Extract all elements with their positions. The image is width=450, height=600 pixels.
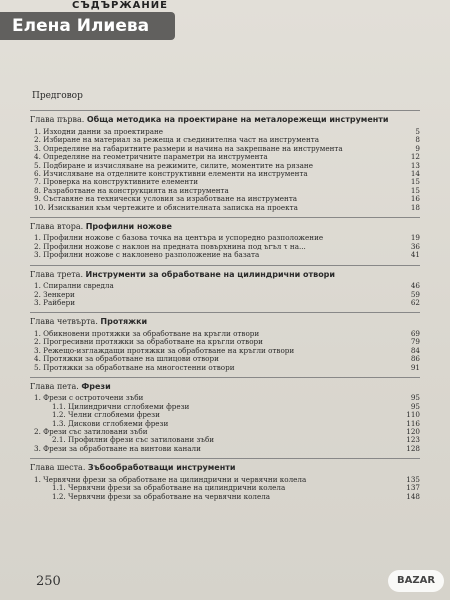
toc-entry-page: 123 xyxy=(406,435,420,445)
toc-entry-page: 120 xyxy=(406,427,420,437)
chapter-title xyxy=(30,270,420,280)
toc-entry-page: 5 xyxy=(415,126,420,136)
chapter-title xyxy=(30,222,420,232)
toc-intro: Предговор xyxy=(32,91,83,101)
toc-entry-title: 1.2. Челни сглобяеми фрези xyxy=(52,410,160,420)
toc-entry-page: 19 xyxy=(410,233,420,243)
toc-entry-page: 18 xyxy=(410,202,420,212)
toc-entry-title: 3. Режещо-изглаждащи протяжки за обработване на кръгли отвори xyxy=(34,345,295,355)
toc-entry-title: 2. Избиране на материал за режеща и съединителна част на инструмента xyxy=(34,135,319,145)
toc-entry-title: 5. Протяжки за обработване на многостенни отвори xyxy=(34,362,235,372)
toc-entry xyxy=(30,291,420,299)
toc-entry-title: 5. Подбиране и изчисляване на режимите, силите, моментите на рязане xyxy=(34,160,313,170)
toc-entry-title: 2. Фрези със затиловани зъби xyxy=(34,427,148,437)
chapter-prefix: Глава пета. xyxy=(30,381,79,391)
toc-entry-title: 1.1. Червячни фрези за обработване на цилиндрични колела xyxy=(52,483,286,493)
chapter-name: Фрези xyxy=(81,381,111,391)
toc-entry-title: 1. Червячни фрези за обработване на цилиндрични и червячни колела xyxy=(34,474,307,484)
toc-entry xyxy=(30,299,420,307)
toc-entry-title: 1.2. Червячни фрези за обработване на червячни колела xyxy=(52,491,271,501)
toc-entry-page: 84 xyxy=(410,345,420,355)
page-number: 250 xyxy=(36,574,61,589)
toc-entry-title: 9. Съставяне на технически условия за изработване на инструмента xyxy=(34,194,298,204)
toc-entry xyxy=(30,251,420,259)
chapter-list xyxy=(30,110,420,501)
toc-entry-title: 3. Определяне на габаритните размери и начина на закрепване на инструмента xyxy=(34,143,343,153)
chapter-prefix: Глава втора. xyxy=(30,221,84,231)
toc-entry xyxy=(30,364,420,372)
toc-entry-title: 2. Прогресивни протяжки за обработване на кръгли отвори xyxy=(34,337,263,347)
toc-entry-title: 1. Обикновени протяжки за обработване на кръгли отвори xyxy=(34,328,260,338)
chapter-name: Инструменти за обработване на цилиндрични отвори xyxy=(85,269,336,279)
toc-entry xyxy=(30,445,420,453)
toc-entry-page: 135 xyxy=(406,474,420,484)
chapter-prefix: Глава трета. xyxy=(30,269,83,279)
chapter-title xyxy=(30,382,420,392)
chapter-title xyxy=(30,317,420,327)
toc-entry-page: 36 xyxy=(410,241,420,251)
seller-name-badge[interactable]: Елена Илиева xyxy=(0,12,175,40)
toc-entry-page: 13 xyxy=(410,160,420,170)
table-of-contents xyxy=(30,92,420,501)
toc-entry-page: 46 xyxy=(410,281,420,291)
chapter-name: Зъбообработващи инструменти xyxy=(87,463,236,473)
toc-entry-page: 137 xyxy=(406,483,420,493)
toc-entry-title: 10. Изисквания към чертежите и обяснителната записка на проекта xyxy=(34,202,298,212)
toc-entry-title: 2. Зенкери xyxy=(34,289,75,299)
toc-entry xyxy=(30,493,420,501)
chapter-title xyxy=(30,463,420,473)
toc-entry-page: 9 xyxy=(415,143,420,153)
chapter-prefix: Глава първа. xyxy=(30,115,85,125)
toc-entry xyxy=(30,282,420,290)
toc-entry-title: 1. Фрези с остроточени зъби xyxy=(34,393,144,403)
chapter-name: Обща методика на проектиране на металорежещи инструменти xyxy=(86,115,389,125)
toc-entry-title: 2.1. Профилни фрези със затиловани зъби xyxy=(52,435,215,445)
toc-entry-title: 8. Разработване на конструкцията на инструмента xyxy=(34,185,229,195)
toc-entry-page: 91 xyxy=(410,362,420,372)
chapter-section xyxy=(30,458,420,501)
toc-entry-page: 95 xyxy=(410,393,420,403)
toc-entry-title: 3. Фрези за обработване на винтови канали xyxy=(34,443,201,453)
chapter-section xyxy=(30,265,420,308)
toc-entry-title: 1. Изходни данни за проектиране xyxy=(34,126,164,136)
toc-entry-title: 3. Профилни ножове с наклонено разположение на базата xyxy=(34,250,260,260)
toc-entry-page: 79 xyxy=(410,337,420,347)
bazar-logo xyxy=(388,570,444,592)
toc-entry-page: 69 xyxy=(410,328,420,338)
toc-entry-title: 6. Изчисляване на отделните конструктивни елементи на инструмента xyxy=(34,168,308,178)
toc-entry-page: 116 xyxy=(406,418,420,428)
logo-text: BAZAR xyxy=(396,575,436,586)
toc-entry-page: 59 xyxy=(410,289,420,299)
chapter-prefix: Глава четвърта. xyxy=(30,317,98,327)
chapter-section xyxy=(30,217,420,260)
chapter-section xyxy=(30,377,420,453)
page-header: СЪДЪРЖАНИЕ xyxy=(72,0,168,11)
toc-entry-page: 15 xyxy=(410,185,420,195)
toc-entry-title: 1.1. Цилиндрични сглобяеми фрези xyxy=(52,401,190,411)
chapter-prefix: Глава шеста. xyxy=(30,463,86,473)
toc-entry-page: 41 xyxy=(410,250,420,260)
chapter-title xyxy=(30,115,420,125)
chapter-name: Профилни ножове xyxy=(85,221,172,231)
toc-entry-page: 15 xyxy=(410,177,420,187)
toc-entry-page: 86 xyxy=(410,354,420,364)
toc-entry-title: 7. Проверка на конструктивните елементи xyxy=(34,177,198,187)
toc-entry-title: 4. Определяне на геометричните параметри на инструмента xyxy=(34,152,268,162)
toc-entry-title: 4. Протяжки за обработване на шлицови отвори xyxy=(34,354,219,364)
toc-entry-page: 148 xyxy=(406,491,420,501)
toc-entry-page: 16 xyxy=(410,194,420,204)
toc-entry-title: 1. Профилни ножове с базова точка на центъра и успоредно разположение xyxy=(34,233,324,243)
toc-entry-title: 2. Профилни ножове с наклон на предната повърхнина под ъгъл τ на... xyxy=(34,241,306,251)
chapter-name: Протяжки xyxy=(100,317,148,327)
toc-entry-page: 95 xyxy=(410,401,420,411)
toc-entry-page: 110 xyxy=(406,410,420,420)
chapter-section xyxy=(30,110,420,212)
toc-entry-page: 14 xyxy=(410,168,420,178)
toc-entry-page: 62 xyxy=(410,298,420,307)
toc-entry-title: 1. Спирални свредла xyxy=(34,281,114,291)
toc-entry xyxy=(30,204,420,212)
toc-entry-title: 1.3. Дискови сглобяеми фрези xyxy=(52,418,169,428)
toc-entry-page: 8 xyxy=(415,135,420,145)
toc-entry-title: 3. Райбери xyxy=(34,298,76,307)
chapter-section xyxy=(30,312,420,372)
toc-entry-page: 128 xyxy=(406,443,420,453)
toc-entry-page: 12 xyxy=(410,152,420,162)
